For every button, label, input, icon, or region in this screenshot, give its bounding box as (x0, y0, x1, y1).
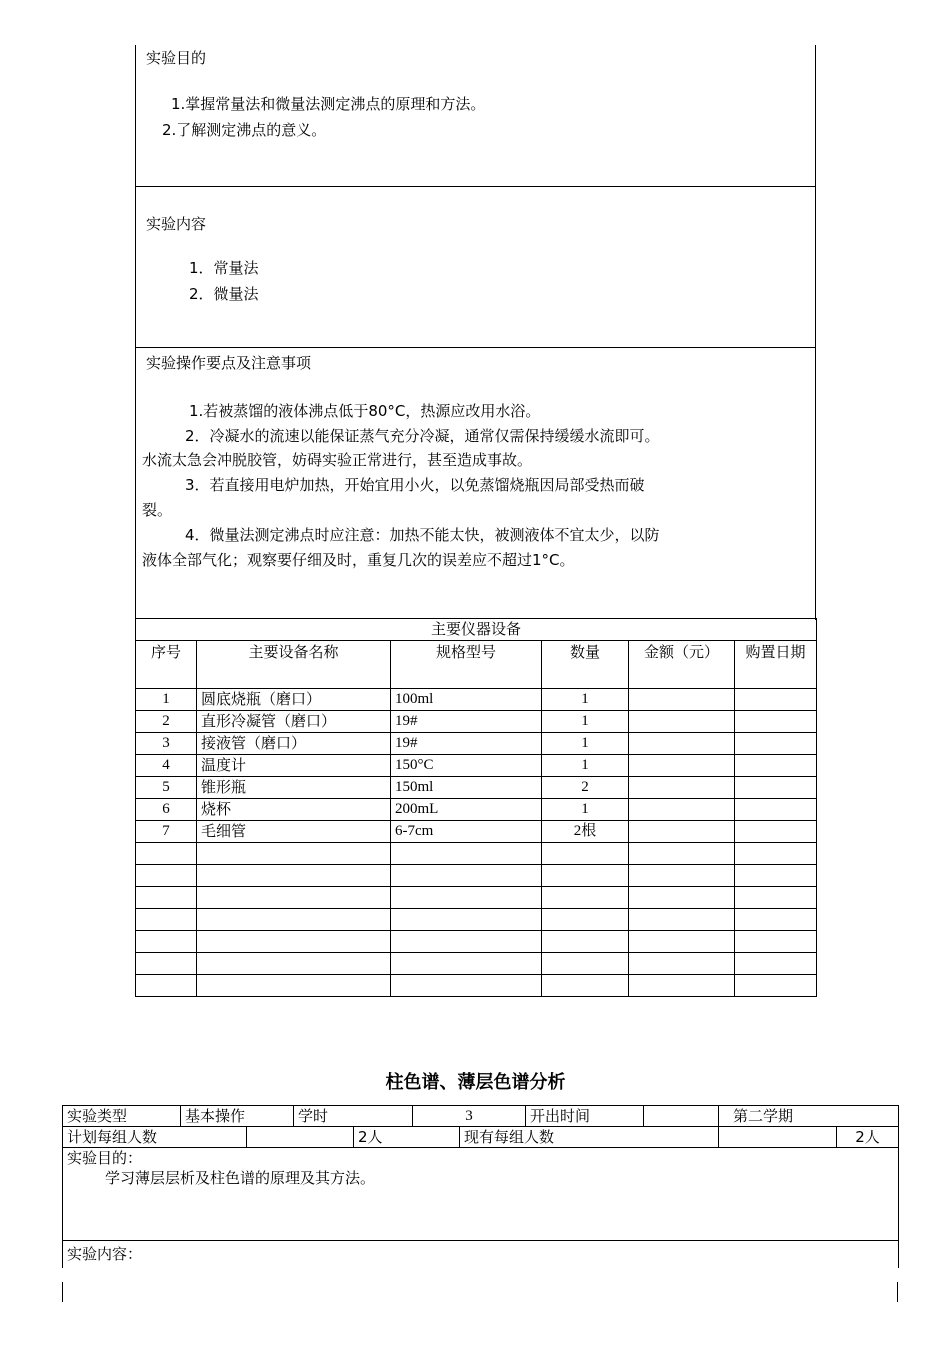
row-quantity: 1 (542, 689, 629, 711)
row-purchase-date (735, 953, 817, 975)
row-spec (391, 975, 542, 997)
row-name: 毛细管 (197, 821, 391, 843)
section2-purpose-title: 实验目的： (67, 1149, 143, 1167)
value-experiment-type: 基本操作 (181, 1106, 294, 1127)
row-spec (391, 865, 542, 887)
equipment-row (136, 975, 817, 997)
header-name: 主要设备名称 (197, 641, 391, 689)
divider-content (135, 347, 816, 348)
value-current-blank (719, 1127, 837, 1148)
content-item-2: 2．微量法 (189, 285, 259, 303)
row-quantity: 1 (542, 733, 629, 755)
equipment-row (136, 843, 817, 865)
row-quantity (542, 975, 629, 997)
row-spec (391, 931, 542, 953)
equipment-row (136, 799, 817, 821)
row-quantity: 1 (542, 711, 629, 733)
content-item-1: 1．常量法 (189, 259, 259, 277)
row-amount (629, 953, 735, 975)
row-quantity: 2根 (542, 821, 629, 843)
notes-title: 实验操作要点及注意事项 (146, 354, 312, 372)
row-amount (629, 733, 735, 755)
notes-line-3: 水流太急会冲脱胶管，妨碍实验正常进行，甚至造成事故。 (142, 451, 533, 469)
section2-content-title: 实验内容： (67, 1245, 143, 1263)
row-name: 圆底烧瓶（磨口） (197, 689, 391, 711)
row-amount (629, 711, 735, 733)
section2-title: 柱色谱、薄层色谱分析 (385, 1072, 566, 1093)
frame-right-border (815, 45, 816, 620)
row-name: 接液管（磨口） (197, 733, 391, 755)
equipment-row (136, 953, 817, 975)
row-amount (629, 689, 735, 711)
value-semester: 第二学期 (719, 1106, 899, 1127)
row-purchase-date (735, 843, 817, 865)
header-index: 序号 (136, 641, 197, 689)
content-cell-left-border (62, 1282, 63, 1302)
row-index (136, 909, 197, 931)
row-name (197, 975, 391, 997)
row-quantity (542, 843, 629, 865)
equipment-table-title: 主要仪器设备 (136, 619, 817, 641)
equipment-row (136, 865, 817, 887)
row-spec: 150°C (391, 755, 542, 777)
label-current-group-size: 现有每组人数 (460, 1127, 719, 1148)
row-quantity: 1 (542, 755, 629, 777)
row-spec: 200mL (391, 799, 542, 821)
row-purchase-date (735, 975, 817, 997)
row-name: 温度计 (197, 755, 391, 777)
row-purchase-date (735, 821, 817, 843)
row-index (136, 865, 197, 887)
row-amount (629, 799, 735, 821)
content-cell-right-border (897, 1282, 898, 1302)
row-quantity (542, 887, 629, 909)
row-name: 锥形瓶 (197, 777, 391, 799)
equipment-row (136, 689, 817, 711)
divider-purpose (135, 186, 816, 187)
section2-purpose-text: 学习薄层层析及柱色谱的原理及其方法。 (105, 1169, 376, 1187)
row-index: 7 (136, 821, 197, 843)
row-spec: 100ml (391, 689, 542, 711)
notes-line-1: 1.若被蒸馏的液体沸点低于80°C，热源应改用水浴。 (189, 402, 541, 420)
content-title: 实验内容 (146, 215, 207, 233)
row-amount (629, 909, 735, 931)
row-purchase-date (735, 711, 817, 733)
experiment-info-table (62, 1105, 899, 1268)
row-purchase-date (735, 799, 817, 821)
row-name (197, 865, 391, 887)
value-class-hours: 3 (413, 1106, 526, 1127)
row-amount (629, 777, 735, 799)
row-amount (629, 887, 735, 909)
row-amount (629, 865, 735, 887)
row-name (197, 953, 391, 975)
row-index (136, 931, 197, 953)
notes-line-2: 2．冷凝水的流速以能保证蒸气充分冷凝，通常仅需保持缓缓水流即可。 (185, 427, 660, 445)
row-name: 直形冷凝管（磨口） (197, 711, 391, 733)
row-spec: 19# (391, 733, 542, 755)
equipment-row (136, 909, 817, 931)
row-spec: 150ml (391, 777, 542, 799)
row-name (197, 843, 391, 865)
purpose-item-1: 1.掌握常量法和微量法测定沸点的原理和方法。 (171, 95, 486, 113)
row-index: 5 (136, 777, 197, 799)
row-purchase-date (735, 931, 817, 953)
equipment-row (136, 755, 817, 777)
equipment-row (136, 931, 817, 953)
row-name: 烧杯 (197, 799, 391, 821)
row-purchase-date (735, 777, 817, 799)
row-purchase-date (735, 909, 817, 931)
row-index (136, 975, 197, 997)
value-open-time-blank (644, 1106, 719, 1127)
row-quantity: 2 (542, 777, 629, 799)
row-index: 1 (136, 689, 197, 711)
notes-line-6: 4．微量法测定沸点时应注意：加热不能太快，被测液体不宜太少，以防 (185, 526, 660, 544)
value-planned-group-size: 2人 (354, 1127, 460, 1148)
equipment-row (136, 821, 817, 843)
row-purchase-date (735, 887, 817, 909)
frame-left-border (135, 45, 136, 620)
row-spec (391, 887, 542, 909)
row-quantity (542, 953, 629, 975)
label-planned-group-size: 计划每组人数 (63, 1127, 247, 1148)
row-amount (629, 755, 735, 777)
header-quantity: 数量 (542, 641, 629, 689)
equipment-row (136, 711, 817, 733)
row-quantity (542, 931, 629, 953)
row-quantity (542, 865, 629, 887)
equipment-row (136, 733, 817, 755)
row-spec (391, 843, 542, 865)
row-index (136, 887, 197, 909)
header-spec: 规格型号 (391, 641, 542, 689)
purpose-title: 实验目的 (146, 49, 207, 67)
notes-line-7: 液体全部气化；观察要仔细及时，重复几次的误差应不超过1°C。 (142, 551, 575, 569)
row-amount (629, 931, 735, 953)
row-amount (629, 821, 735, 843)
purpose-cell (63, 1148, 899, 1241)
value-planned-blank (247, 1127, 354, 1148)
row-name (197, 909, 391, 931)
row-index: 2 (136, 711, 197, 733)
row-spec: 19# (391, 711, 542, 733)
row-purchase-date (735, 865, 817, 887)
content-cell (63, 1241, 899, 1269)
equipment-table (135, 618, 817, 997)
label-experiment-type: 实验类型 (63, 1106, 181, 1127)
row-index (136, 843, 197, 865)
row-index: 3 (136, 733, 197, 755)
row-purchase-date (735, 733, 817, 755)
value-current-group-size: 2人 (837, 1127, 899, 1148)
row-quantity (542, 909, 629, 931)
row-name (197, 931, 391, 953)
label-open-time: 开出时间 (526, 1106, 644, 1127)
notes-line-4: 3．若直接用电炉加热，开始宜用小火，以免蒸馏烧瓶因局部受热而破 (185, 476, 645, 494)
row-index: 6 (136, 799, 197, 821)
row-purchase-date (735, 755, 817, 777)
row-amount (629, 975, 735, 997)
row-spec: 6-7cm (391, 821, 542, 843)
row-spec (391, 909, 542, 931)
row-index (136, 953, 197, 975)
row-index: 4 (136, 755, 197, 777)
equipment-row (136, 887, 817, 909)
header-purchase-date: 购置日期 (735, 641, 817, 689)
row-amount (629, 843, 735, 865)
equipment-row (136, 777, 817, 799)
row-quantity: 1 (542, 799, 629, 821)
header-amount: 金额（元） (629, 641, 735, 689)
purpose-item-2: 2.了解测定沸点的意义。 (162, 121, 327, 139)
label-class-hours: 学时 (294, 1106, 413, 1127)
row-purchase-date (735, 689, 817, 711)
row-spec (391, 953, 542, 975)
row-name (197, 887, 391, 909)
notes-line-5: 裂。 (142, 501, 173, 519)
